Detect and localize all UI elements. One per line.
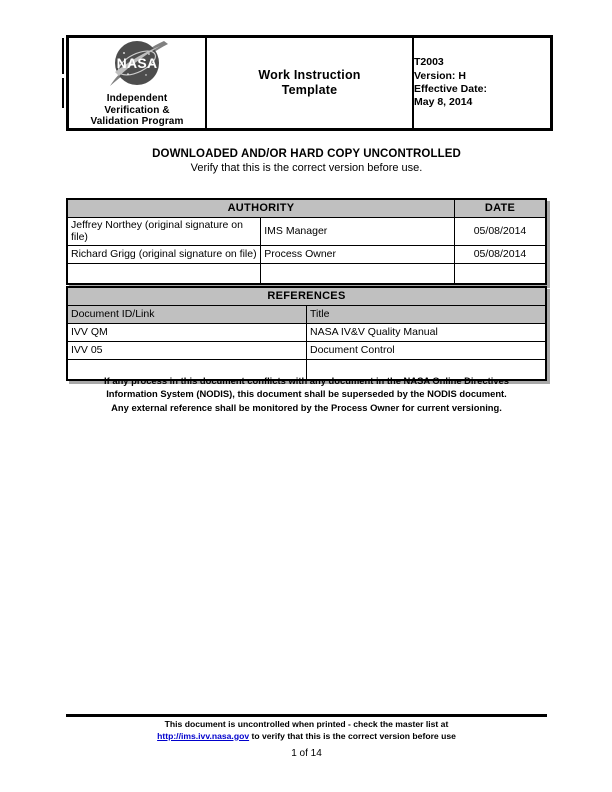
authority-name: Jeffrey Northey (original signature on file) [67, 218, 261, 246]
nodis-line-3: Any external reference shall be monitored by the Process Owner for current versioning. [111, 401, 502, 413]
nasa-insignia-icon [104, 38, 170, 92]
footer-text [66, 719, 547, 742]
document-version: Version: H [414, 69, 466, 82]
references-title: REFERENCES [67, 287, 546, 306]
authority-name [67, 264, 261, 285]
notice-headline: DOWNLOADED AND/OR HARD COPY UNCONTROLLED [152, 148, 461, 160]
nodis-line-2: Information System (NODIS), this document shall be superseded by the NODIS document. [106, 388, 507, 400]
reference-title: Document Control [307, 342, 547, 360]
effective-date-label: Effective Date: [414, 82, 487, 95]
nasa-logo-cell [68, 37, 207, 130]
authority-title-row [67, 199, 546, 218]
master-list-link[interactable]: http://ims.ivv.nasa.gov [157, 730, 250, 741]
reference-id: IVV 05 [67, 342, 307, 360]
reference-title: NASA IV&V Quality Manual [307, 324, 547, 342]
table-row-empty [67, 264, 546, 285]
reference-id: IVV QM [67, 324, 307, 342]
program-name-line-2: Verification & [104, 104, 170, 116]
program-name-line-1: Independent [106, 93, 168, 104]
document-title-line-2: Template [281, 82, 338, 97]
header-row [68, 37, 552, 130]
footer-line-2-tail: to verify that this is the correct version before use [249, 730, 456, 741]
document-title-line-1: Work Instruction [258, 67, 361, 82]
authority-name: Richard Grigg (original signature on file) [67, 246, 261, 264]
program-name-line-3: Validation Program [90, 116, 184, 128]
table-row [67, 246, 546, 264]
table-row [67, 324, 546, 342]
document-id: T2003 [414, 56, 444, 69]
authority-date [455, 264, 547, 285]
references-table [66, 286, 547, 381]
authority-role: IMS Manager [261, 218, 455, 246]
nodis-note [66, 374, 547, 414]
page-number: 1 of 14 [291, 748, 322, 759]
footer-line-1: This document is uncontrolled when printed - check the master list at [164, 719, 449, 729]
authority-date: 05/08/2014 [455, 218, 547, 246]
document-header-table [66, 35, 553, 131]
table-row [67, 342, 546, 360]
footer-line-2 [66, 731, 547, 743]
table-row [67, 218, 546, 246]
authority-role: Process Owner [261, 246, 455, 264]
references-title-row [67, 287, 546, 306]
nasa-meatball-logo [104, 38, 170, 92]
uncontrolled-notice [66, 148, 547, 174]
authority-date: 05/08/2014 [455, 246, 547, 264]
authority-table [66, 198, 547, 285]
effective-date-value: May 8, 2014 [414, 96, 473, 109]
document-title-cell [206, 37, 413, 130]
references-col-title-header: Title [307, 306, 547, 324]
change-bar [62, 38, 64, 74]
footer-divider [66, 714, 547, 717]
change-bar [62, 78, 64, 108]
authority-role [261, 264, 455, 285]
nodis-line-1: If any process in this document conflicts with any document in the NASA Online Directives [104, 375, 509, 386]
svg-text:NASA: NASA [116, 55, 158, 71]
authority-title: AUTHORITY [67, 199, 455, 218]
references-col-id-header: Document ID/Link [67, 306, 307, 324]
authority-date-header: DATE [455, 199, 547, 218]
notice-subline: Verify that this is the correct version before use. [190, 162, 423, 174]
document-meta-cell [413, 37, 552, 130]
references-column-header-row [67, 306, 546, 324]
